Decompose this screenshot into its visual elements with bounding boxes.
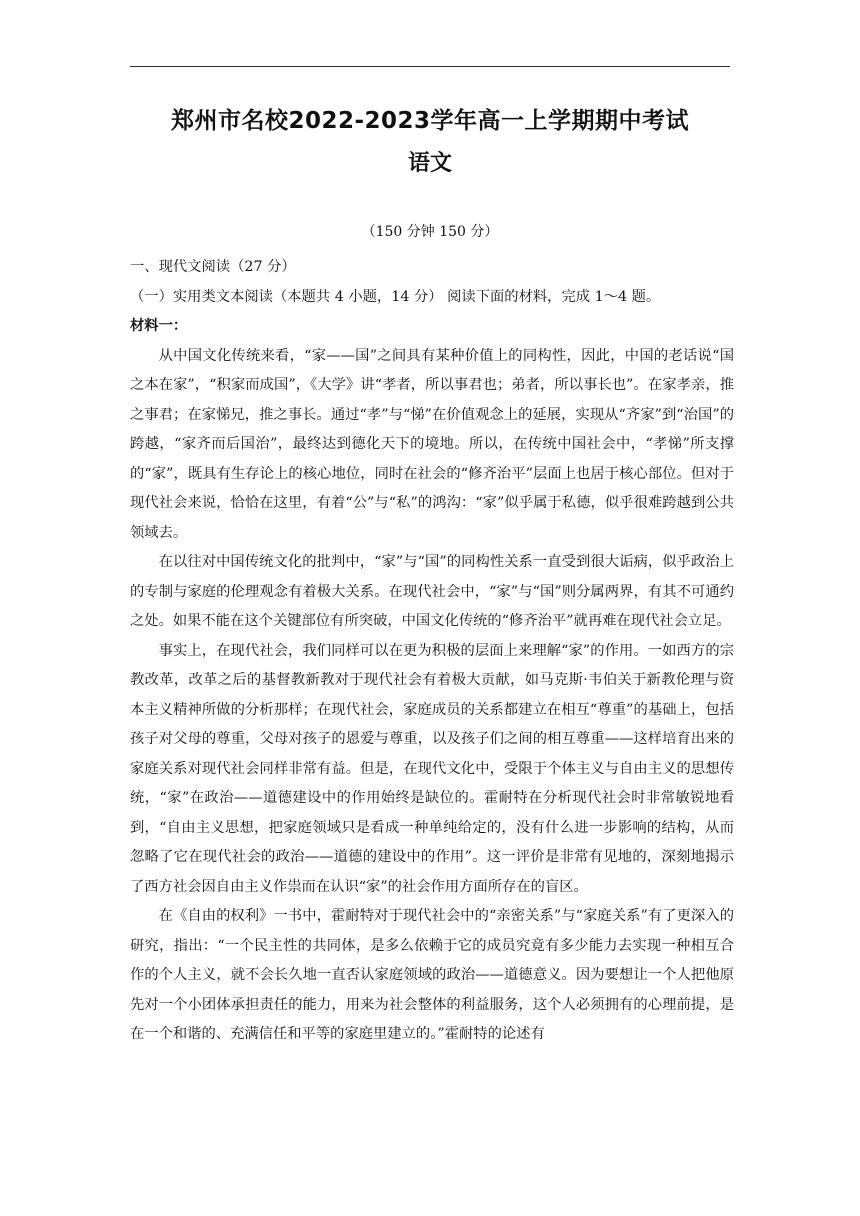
document-body: [130, 253, 734, 1050]
material-label: 材料一：: [130, 318, 188, 334]
paragraph: 从中国文化传统来看，“家——国”之间具有某种价值上的同构性，因此，中国的老话说“国之本在家”，“积家而成国”，《大学》讲“孝者，所以事君也；弟者，所以事长也”。在家孝亲，推之事君；在家悌兄，推之事长。通过“孝”与“悌”在价值观念上的延展，实现从“齐家”到“治国”的跨越，“家齐而后国治”，最终达到德化天下的境地。所以，在传统中国社会中，“孝悌”所支撑的“家”，既具有生存论上的核心地位，同时在社会的“修齐治平”层面上也居于核心部位。但对于现代社会来说，恰恰在这里，有着“公”与“私”的鸿沟：“家”似乎属于私德，似乎很难跨越到公共领域去。: [130, 347, 734, 541]
section-heading: 一、现代文阅读（27 分）: [130, 259, 296, 275]
subject-title: 语文: [407, 151, 452, 176]
paragraph: 事实上，在现代社会，我们同样可以在更为积极的层面上来理解“家”的作用。一如西方的宗教改革，改革之后的基督教新教对于现代社会有着极大贡献，如马克斯·韦伯关于新教伦理与资本主义精神所做的分析那样；在现代社会，家庭成员的关系都建立在相互“尊重”的基础上，包括孩子对父母的尊重，父母对孩子的恩爱与尊重，以及孩子们之间的相互尊重——这样培育出来的家庭关系对现代社会同样非常有益。但是，在现代文化中，受限于个体主义与自由主义的思想传统，“家”在政治——道德建设中的作用始终是缺位的。霍耐特在分析现代社会时非常敏锐地看到，“自由主义思想，把家庭领域只是看成一种单纯给定的，没有什么进一步影响的结构，从而忽略了它在现代社会的政治——道德的建设中的作用”。这一评价是非常有见地的，深刻地揭示了西方社会因自由主义作祟而在认识“家”的社会作用方面所存在的盲区。: [130, 642, 734, 895]
paragraph: 在以往对中国传统文化的批判中，“家”与“国”的同构性关系一直受到很大诟病，似乎政治上的专制与家庭的伦理观念有着极大关系。在现代社会中，“家”与“国”则分属两界，有其不可通约之处。如果不能在这个关键部位有所突破，中国文化传统的“修齐治平”就再难在现代社会立足。: [130, 554, 734, 629]
paragraph: 在《自由的权利》一书中，霍耐特对于现代社会中的“亲密关系”与“家庭关系”有了更深入的研究，指出：“一个民主性的共同体，是多么依赖于它的成员究竟有多少能力去实现一种相互合作的个人主义，就不会长久地一直否认家庭领域的政治——道德意义。因为要想让一个人把他原先对一个小团体承担责任的能力，用来为社会整体的利益服务，这个人必须拥有的心理前提，是在一个和谐的、充满信任和平等的家庭里建立的。”霍耐特的论述有: [130, 908, 734, 1042]
exam-info: （150 分钟 150 分）: [361, 224, 499, 240]
document-title: 郑州市名校2022-2023学年高一上学期期中考试: [170, 108, 690, 134]
header-rule: [130, 66, 730, 67]
section-subheading: （一）实用类文本阅读（本题共 4 小题，14 分） 阅读下面的材料，完成 1～4 题。: [130, 288, 661, 305]
